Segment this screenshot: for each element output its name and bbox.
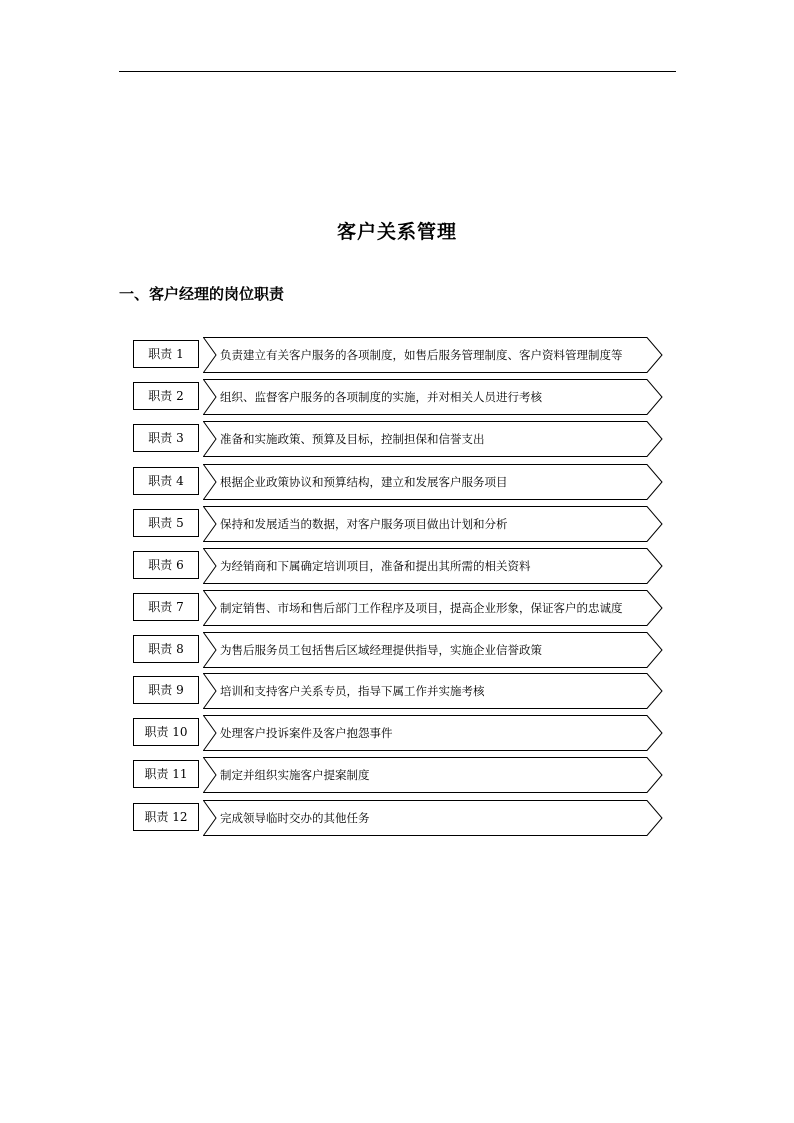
document-title: 客户关系管理 xyxy=(336,221,457,243)
duty-row-2 xyxy=(133,379,663,415)
duty-text: 根据企业政策协议和预算结构，建立和发展客户服务项目 xyxy=(220,475,508,489)
duty-arrow-shape xyxy=(203,337,663,373)
duty-text: 处理客户投诉案件及客户抱怨事件 xyxy=(220,726,393,740)
duty-row-5 xyxy=(133,506,663,542)
duty-row-12 xyxy=(133,800,663,836)
duty-text: 完成领导临时交办的其他任务 xyxy=(220,811,370,825)
duty-row-8 xyxy=(133,632,663,668)
duty-label: 职责 9 xyxy=(133,676,199,704)
duty-row-10 xyxy=(133,715,663,751)
duty-row-6 xyxy=(133,548,663,584)
duty-arrow-shape xyxy=(203,715,663,751)
duty-label: 职责 10 xyxy=(133,718,199,746)
duty-text: 为经销商和下属确定培训项目，准备和提出其所需的相关资料 xyxy=(220,559,531,573)
duty-label: 职责 1 xyxy=(133,340,199,368)
duty-arrow-shape xyxy=(203,421,663,457)
duty-label: 职责 7 xyxy=(133,593,199,621)
duty-label: 职责 6 xyxy=(133,551,199,579)
duty-arrow-shape xyxy=(203,800,663,836)
duty-text: 制定销售、市场和售后部门工作程序及项目，提高企业形象，保证客户的忠诚度 xyxy=(220,601,623,615)
duty-text: 为售后服务员工包括售后区域经理提供指导，实施企业信誉政策 xyxy=(220,643,542,657)
duty-text: 培训和支持客户关系专员，指导下属工作并实施考核 xyxy=(220,684,485,698)
duty-label: 职责 5 xyxy=(133,509,199,537)
duty-arrow-shape xyxy=(203,590,663,626)
duty-row-11 xyxy=(133,757,663,793)
duty-arrow-shape xyxy=(203,379,663,415)
duty-label: 职责 8 xyxy=(133,635,199,663)
duty-arrow-shape xyxy=(203,757,663,793)
duty-text: 制定并组织实施客户提案制度 xyxy=(220,768,370,782)
duty-text: 组织、监督客户服务的各项制度的实施，并对相关人员进行考核 xyxy=(220,390,542,404)
duty-label: 职责 4 xyxy=(133,467,199,495)
duty-arrow-shape xyxy=(203,673,663,709)
duty-row-9 xyxy=(133,673,663,709)
duty-text: 负责建立有关客户服务的各项制度，如售后服务管理制度、客户资料管理制度等 xyxy=(220,348,623,362)
duty-row-4 xyxy=(133,464,663,500)
duty-label: 职责 11 xyxy=(133,760,199,788)
section-heading: 一、客户经理的岗位职责 xyxy=(119,285,285,303)
duty-row-1 xyxy=(133,337,663,373)
duty-label: 职责 12 xyxy=(133,803,199,831)
duty-text: 保持和发展适当的数据，对客户服务项目做出计划和分析 xyxy=(220,517,508,531)
duty-text: 准备和实施政策、预算及目标，控制担保和信誉支出 xyxy=(220,432,485,446)
duty-row-3 xyxy=(133,421,663,457)
duty-label: 职责 2 xyxy=(133,382,199,410)
duty-arrow-shape xyxy=(203,506,663,542)
duty-arrow-shape xyxy=(203,632,663,668)
duty-arrow-shape xyxy=(203,548,663,584)
duty-label: 职责 3 xyxy=(133,424,199,452)
duty-arrow-shape xyxy=(203,464,663,500)
duty-row-7 xyxy=(133,590,663,626)
